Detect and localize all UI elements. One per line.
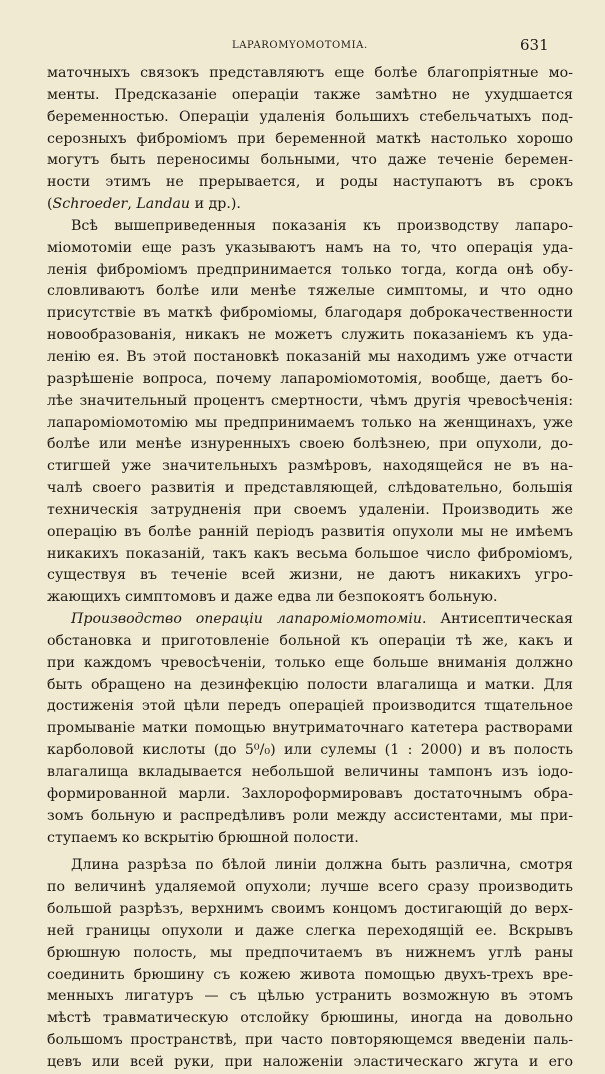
text-line: словливаютъ болѣе или менѣе тяжелые симптомы, и что одно bbox=[47, 283, 573, 300]
text-line: формированной марли. Захлороформировавъ достаточнымъ обра- bbox=[47, 785, 573, 802]
section-heading-line bbox=[47, 609, 573, 631]
text-line: цевъ или всей руки, при наложеніи эластическаго жгута и его bbox=[47, 1053, 573, 1070]
text-line: серозныхъ фибромiомъ при беременной маткѣ настолько хорошо bbox=[47, 130, 573, 147]
text-line: промываніе матки помощью внутриматочнаго катетера растворами bbox=[47, 720, 573, 737]
text-line: менныхъ лигатуръ — съ цѣлью устранить возможную въ этомъ bbox=[47, 988, 573, 1005]
citation-author: Landau bbox=[136, 196, 191, 213]
text-line: болѣе или менѣе изнуренныхъ своею болѣзнею, при опухоли, до- bbox=[47, 436, 573, 453]
text-line: никакихъ показаній, такъ какъ весьма большое число фибромiомъ, bbox=[47, 545, 573, 562]
text-line: лапаромiомотомію мы предпринимаемъ только на женщинахъ, уже bbox=[47, 414, 573, 431]
text-line: мѣстѣ травматическую отслойку брюшины, иногда на довольно bbox=[47, 1010, 573, 1027]
text-line: Всѣ вышеприведенныя показанія къ производству лапаро- bbox=[71, 217, 573, 234]
text-line: присутствіе въ маткѣ фибромiомы, благодаря доброкачественности bbox=[47, 305, 573, 322]
page-header bbox=[0, 36, 605, 56]
running-title: LAPAROMYOMOTOMIA. bbox=[232, 40, 368, 51]
text-line: новообразованія, никакъ не можетъ служить показаніемъ къ уда- bbox=[47, 327, 573, 344]
citation-separator: , bbox=[127, 196, 137, 213]
paragraph-4 bbox=[47, 855, 573, 1073]
text-line: по величинѣ удаляемой опухоли; лучше всего сразу производить bbox=[47, 879, 573, 896]
paragraph-3 bbox=[47, 609, 573, 849]
text-line: быть обращено на дезинфекцію полости влагалища и матки. Для bbox=[47, 676, 573, 693]
text-line: маточныхъ связокъ представляютъ еще болѣе благопріятные мо- bbox=[47, 65, 573, 81]
text-line: соединить брюшину съ кожею живота помощью двухъ-трехъ вре- bbox=[47, 966, 573, 983]
paragraph-2 bbox=[47, 216, 573, 609]
heading-tail: Антисептическая bbox=[426, 611, 573, 628]
text-line: влагалища вкладывается небольшой величины тампонъ изъ іодо- bbox=[47, 764, 573, 780]
citation-tail: и др.). bbox=[190, 196, 241, 213]
text-line: ленія фибромiомъ предпринимается только тогда, когда онѣ обу- bbox=[47, 261, 573, 278]
paragraph-1 bbox=[47, 63, 573, 216]
text-line: брюшную полость, мы предпочитаемъ въ нижнемъ углѣ раны bbox=[47, 944, 573, 961]
text-line: большомъ пространствѣ, при часто повторяющемся введеніи паль- bbox=[47, 1032, 573, 1049]
text-line: менты. Предсказаніе операціи также замѣтно не ухудшается bbox=[47, 86, 573, 103]
text-line: лѣе значительный процентъ смертности, чѣмъ другія чревосѣченія: bbox=[47, 392, 573, 409]
text-line: могутъ быть переносимы больными, что даже теченіе беремен- bbox=[47, 152, 573, 169]
text-line-last bbox=[47, 194, 573, 216]
text-line: при каждомъ чревосѣченіи, только еще больше вниманія должно bbox=[47, 654, 573, 671]
text-line: разрѣшеніе вопроса, почему лапаромiомотомія, вообще, даетъ бо- bbox=[47, 370, 573, 387]
text-line-last: ступаемъ ко вскрытію брюшной полости. bbox=[47, 829, 359, 846]
text-line: существуя въ теченіе всей жизни, не даютъ никакихъ угро- bbox=[47, 567, 573, 584]
text-line: операцію въ болѣе ранній періодъ развитія опухоли мы не имѣемъ bbox=[47, 523, 573, 540]
text-line: ней границы опухоли и даже слегка переходящій ее. Вскрывъ bbox=[47, 922, 573, 939]
text-line: стигшей уже значительныхъ размѣровъ, находящейся не въ на- bbox=[47, 458, 573, 475]
text-line: обстановка и приготовленіе больной къ операціи тѣ же, какъ и bbox=[47, 632, 573, 649]
text-line: достиженія этой цѣли передъ операціей производится тщательное bbox=[47, 698, 573, 715]
text-line: чалѣ своего развитія и представляющей, слѣдовательно, большія bbox=[47, 480, 573, 497]
body-text bbox=[47, 63, 573, 1074]
text-line: беременностью. Операціи удаленія большихъ стебельчатыхъ под- bbox=[47, 108, 573, 125]
paren-open: ( bbox=[47, 196, 53, 213]
page-number: 631 bbox=[520, 36, 549, 54]
text-line: карболовой кислоты (до 5⁰/₀) или сулемы (1 : 2000) и въ полость bbox=[47, 742, 573, 759]
text-line: зомъ больную и распредѣливъ роли между ассистентами, мы при- bbox=[47, 807, 573, 824]
text-line: Длина разрѣза по бѣлой линіи должна быть различна, смотря bbox=[71, 857, 573, 874]
citation-author: Schroeder bbox=[52, 196, 128, 213]
text-line: большой разрѣзъ, верхнимъ своимъ концомъ достигающій до верх- bbox=[47, 901, 573, 918]
section-heading: Производство операціи лапаромiомотоміи. bbox=[71, 611, 427, 628]
text-line: техническія затрудненія при своемъ удаленіи. Производить же bbox=[47, 501, 573, 518]
text-line: ности этимъ не прерывается, и роды наступаютъ въ срокъ bbox=[47, 174, 573, 191]
text-line: ленію ея. Въ этой постановкѣ показаній мы находимъ уже отчасти bbox=[47, 348, 573, 365]
text-line-last: жающихъ симптомовъ и даже едва ли безпокоятъ больную. bbox=[47, 589, 498, 606]
text-line: міомотоміи еще разъ указываютъ намъ на то, что операція уда- bbox=[47, 239, 573, 256]
